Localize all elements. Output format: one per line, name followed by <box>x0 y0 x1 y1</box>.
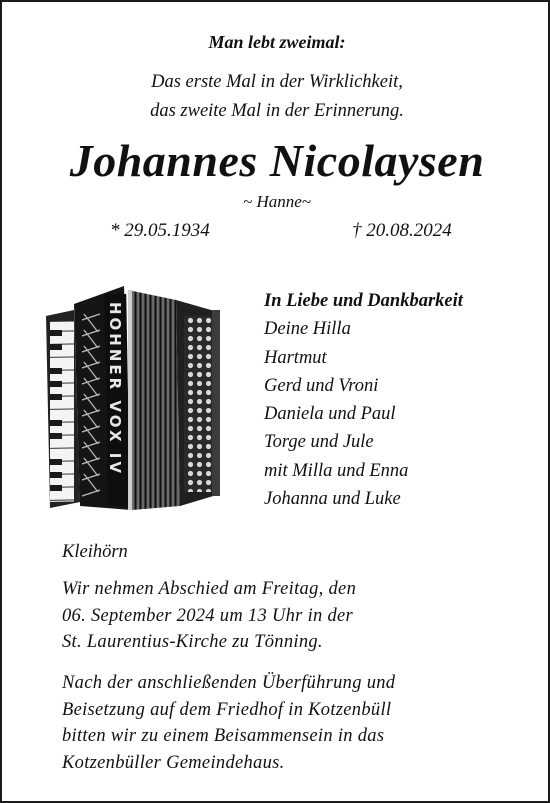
farewell-paragraph <box>62 576 356 656</box>
mourner-name: mit Milla und Enna <box>264 460 409 481</box>
accordion-brand-text: HOHNER VOX IV <box>106 302 124 476</box>
gathering-line: Kotzenbüller Gemeindehaus. <box>62 752 285 773</box>
gathering-line: bitten wir zu einem Beisammensein in das <box>62 726 385 746</box>
gathering-paragraph <box>62 670 395 776</box>
mourner-name: Deine Hilla <box>264 319 351 340</box>
mourners-list <box>264 287 463 513</box>
deceased-name: Johannes Nicolaysen <box>69 135 485 186</box>
farewell-line: St. Laurentius-Kirche zu Tönning. <box>62 632 323 652</box>
mourner-name: Torge und Jule <box>264 432 374 453</box>
motto-title: Man lebt zweimal: <box>208 32 346 52</box>
mourner-name: Hartmut <box>264 347 327 368</box>
birth-date: * 29.05.1934 <box>110 220 210 241</box>
mourners-lead: In Liebe und Dankbarkeit <box>264 291 463 311</box>
deceased-nickname: ~ Hanne~ <box>243 192 311 211</box>
motto-line: das zweite Mal in der Erinnerung. <box>150 101 404 121</box>
motto-line: Das erste Mal in der Wirklichkeit, <box>151 72 403 92</box>
mourner-name: Gerd und Vroni <box>264 375 379 396</box>
mourner-name: Johanna und Luke <box>264 489 401 510</box>
gathering-line: Beisetzung auf dem Friedhof in Kotzenbüll <box>62 699 392 720</box>
accordion-image <box>42 280 224 516</box>
mourner-name: Daniela und Paul <box>264 404 396 425</box>
motto-text <box>2 68 550 126</box>
place-name: Kleihörn <box>62 542 128 562</box>
gathering-line: Nach der anschließenden Überführung und <box>62 673 396 693</box>
farewell-line: 06. September 2024 um 13 Uhr in der <box>62 605 354 626</box>
death-date: † 20.08.2024 <box>352 220 452 241</box>
farewell-line: Wir nehmen Abschied am Freitag, den <box>62 579 357 599</box>
